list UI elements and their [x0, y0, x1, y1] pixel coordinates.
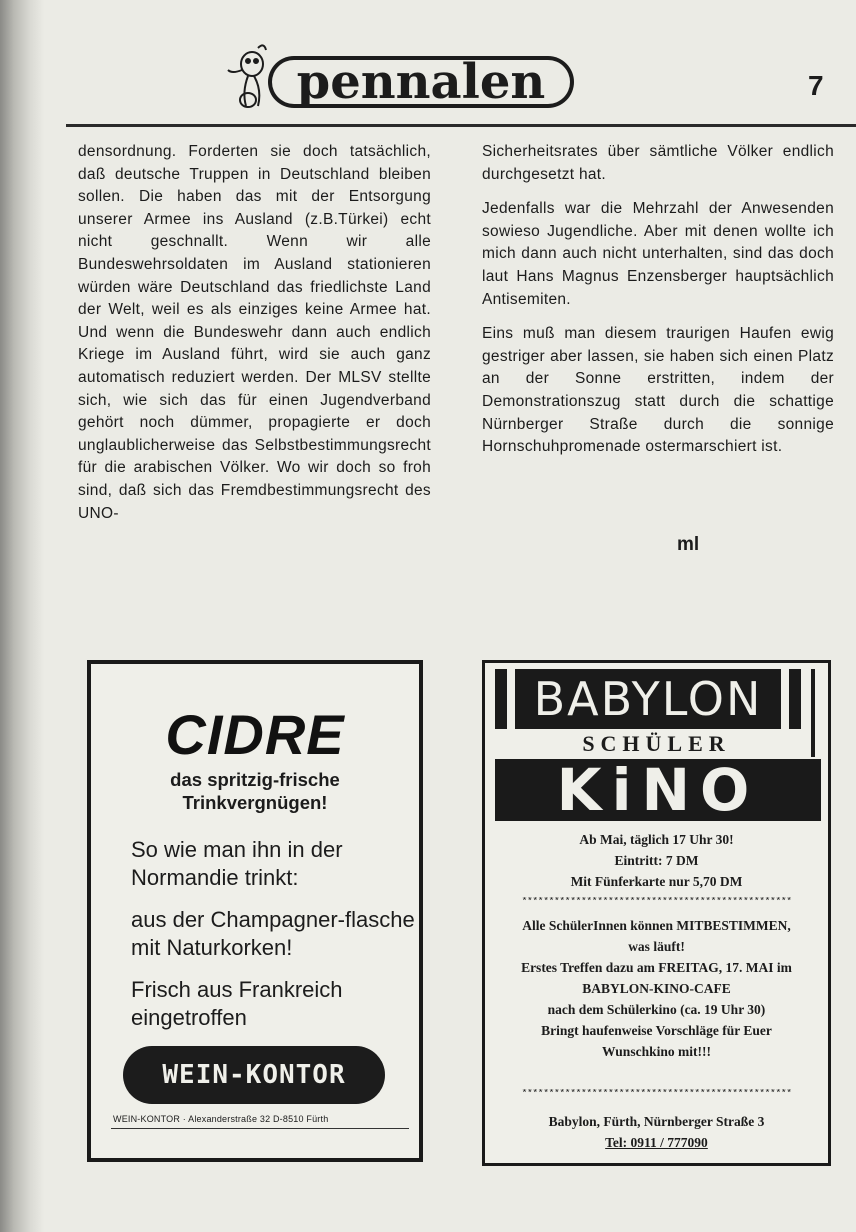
author-signature: ml: [677, 534, 700, 555]
cidre-subtitle-line2: Trinkvergnügen!: [182, 792, 328, 813]
address-rule: [111, 1128, 409, 1129]
article-right-column: [482, 141, 834, 471]
cidre-text-2: aus der Champagner-flasche mit Naturkorken!: [131, 907, 415, 960]
cidre-text-3: Frisch aus Frankreich eingetroffen: [131, 977, 343, 1030]
pennalen-logo: [218, 40, 578, 116]
wein-kontor-address: WEIN-KONTOR · Alexanderstraße 32 D-8510 Fürth: [113, 1114, 329, 1124]
page-number: 7: [808, 70, 825, 101]
message-line: nach dem Schülerkino (ca. 19 Uhr 30): [547, 1002, 766, 1017]
article-left-column: [78, 141, 431, 537]
schedule-line: Ab Mai, täglich 17 Uhr 30!: [579, 832, 734, 847]
paragraph: Eins muß man diesem traurigen Haufen ewig gestriger aber lassen, sie haben sich einen Platz an der Sonne erstritten, indem der Demonstrationszug statt durch die schattige Nürnberger Straße durch die sonnige Hornschuhpromenade ostermarschiert ist.: [482, 325, 834, 456]
message-line: Bringt haufenweise Vorschläge für Euer: [541, 1023, 772, 1038]
cidre-title: CIDRE: [165, 703, 345, 766]
message-line: Erstes Treffen dazu am FREITAG, 17. MAI im: [521, 960, 792, 975]
title-bar-right: [789, 669, 801, 729]
babylon-schedule: [485, 829, 828, 892]
star-divider: **************************************************: [521, 1089, 792, 1100]
message-line: Alle SchülerInnen können MITBESTIMMEN,: [522, 918, 791, 933]
page-spine-shadow: [0, 0, 44, 1232]
babylon-advertisement: [482, 660, 831, 1166]
paragraph: densordnung. Forderten sie doch tatsächlich, daß deutsche Truppen in Deutschland bleiben sollen. Die haben das mit der Entsorgung unserer Armee ins Ausland (z.B.Türkei) echt nicht geschnallt. Wenn wir alle Bundeswehrsoldaten im Ausland stationieren würden wäre Deutschland das friedlichste Land der Welt, weil es als einziges keine Armee hat. Und wenn die Bundeswehr dann auch endlich Kriege im Ausland führt, wird sie auch ganz automatisch reduziert werden. Der MLSV stellte sich, wie sich das für einen Jugendverband gehört noch dümmer, propagierte er doch unglaublicherweise das Selbstbestimmungsrecht für die arabischen Völker. Wo wir doch so froh sind, daß sich das Fremdbestimmungsrecht des UNO-: [78, 143, 431, 522]
message-line: was läuft!: [628, 939, 685, 954]
babylon-footer: [485, 1111, 828, 1153]
paragraph: Sicherheitsrates über sämtliche Völker endlich durchgesetzt hat.: [482, 143, 834, 183]
schedule-line: Mit Fünferkarte nur 5,70 DM: [570, 874, 743, 889]
star-divider: **************************************************: [521, 897, 792, 908]
schedule-line: Eintritt: 7 DM: [614, 853, 699, 868]
cidre-subtitle: [91, 768, 419, 814]
mascot-icon: [228, 45, 266, 107]
cidre-text-1: So wie man ihn in der Normandie trinkt:: [131, 837, 343, 890]
cidre-advertisement: [87, 660, 423, 1162]
cidre-subtitle-line1: das spritzig-frische: [170, 769, 340, 790]
title-bar-left: [495, 669, 507, 729]
babylon-title: BABYLON: [515, 669, 781, 729]
schueler-label: SCHÜLER: [582, 731, 731, 756]
message-line: Wunschkino mit!!!: [602, 1044, 711, 1059]
kino-title: KiNO: [495, 759, 821, 821]
paragraph: Jedenfalls war die Mehrzahl der Anwesenden sowieso Jugendliche. Aber mit denen wollte ich mich dann auch nicht unterhalten, sind das doch laut Hans Magnus Enzensberger hauptsächlich Antisemiten.: [482, 200, 834, 308]
pennalen-logo-graphic: [218, 40, 578, 116]
header-rule: [66, 124, 856, 127]
logo-text: pennalen: [296, 54, 546, 110]
message-line: BABYLON-KINO-CAFE: [582, 981, 731, 996]
babylon-phone: Tel: 0911 / 777090: [605, 1135, 708, 1150]
babylon-message: [485, 915, 828, 1062]
wein-kontor-badge: WEIN-KONTOR: [123, 1046, 385, 1104]
babylon-address: Babylon, Fürth, Nürnberger Straße 3: [548, 1114, 765, 1129]
